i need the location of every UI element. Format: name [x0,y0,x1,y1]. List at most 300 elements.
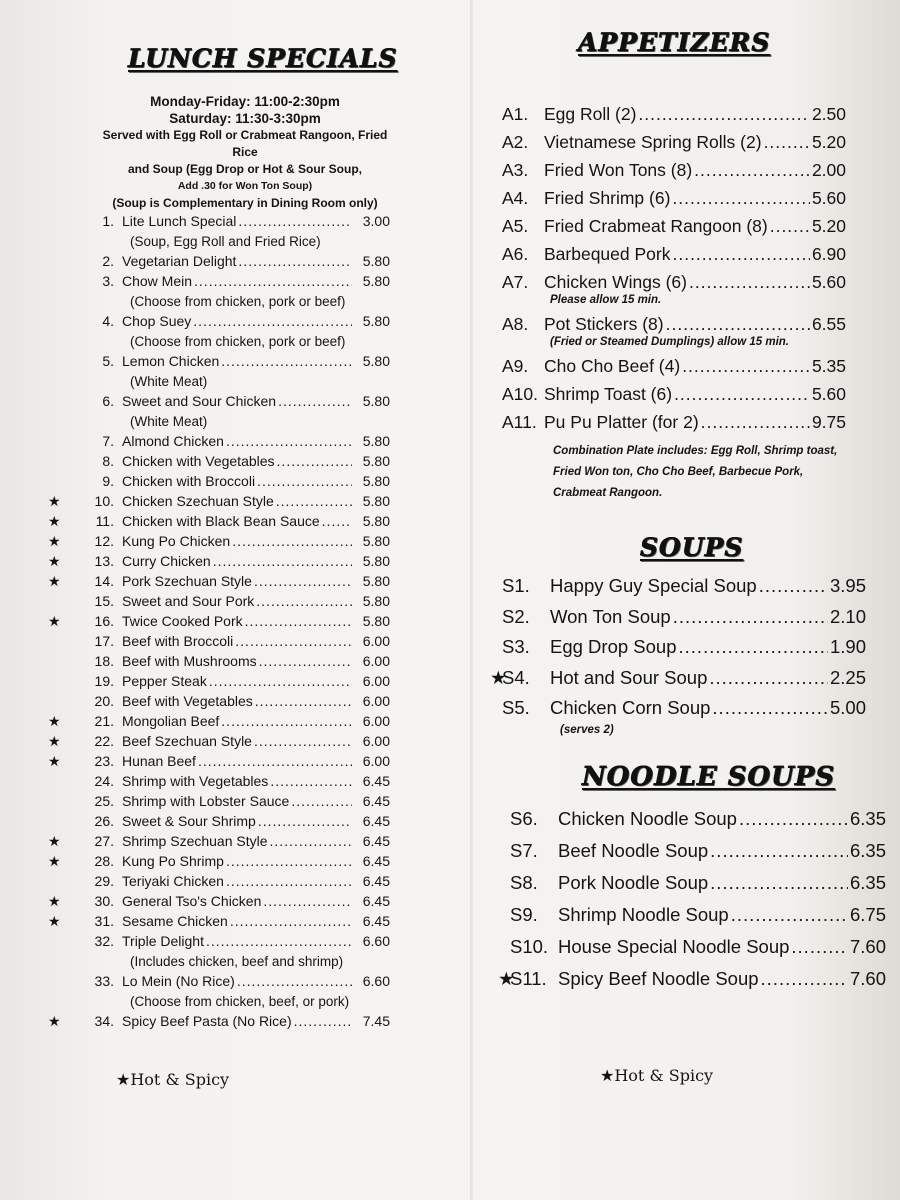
item-price: 5.80 [362,573,390,589]
item-name: Mongolian Beef [122,713,220,729]
item-name: Pot Stickers (8) [544,314,664,334]
dot-leader [254,733,352,749]
dot-leader [226,433,352,449]
menu-item-row [48,593,390,611]
item-price: 7.45 [362,1013,390,1029]
item-price: 2.10 [829,605,866,627]
item-price: 5.80 [362,273,390,289]
item-number: 21. [94,713,114,729]
item-number: 7. [102,433,114,449]
item-name: Hot and Sour Soup [550,666,708,688]
item-number: A3. [502,160,529,180]
item-name: Happy Guy Special Soup [550,575,757,596]
item-price: 5.80 [362,253,390,269]
dot-leader [674,384,810,405]
item-price: 5.80 [362,453,390,469]
item-price: 5.80 [362,393,390,409]
dot-leader [672,244,809,265]
item-price: 6.45 [362,773,390,789]
item-price: 5.20 [811,216,846,236]
item-price: 5.80 [362,473,390,489]
dot-leader [259,653,352,669]
dot-leader [270,773,352,789]
hot-spicy-star-icon: ★ [490,666,507,688]
item-number: 23. [94,753,114,769]
dot-leader [638,104,810,125]
item-number: A1. [502,104,529,124]
item-number: S2. [502,605,530,627]
hot-spicy-legend: ★Hot & Spicy [116,1070,230,1089]
item-price: 5.60 [811,272,846,292]
item-number: A11. [502,412,537,432]
item-price: 2.50 [811,104,846,124]
item-name: Sweet and Sour Pork [122,593,255,609]
item-name: Chop Suey [122,313,192,329]
dot-leader [694,160,810,181]
dot-leader [198,753,352,769]
menu-item-row [48,573,390,591]
item-price: 5.80 [362,593,390,609]
dot-leader [226,853,352,869]
item-number: 17. [94,633,114,649]
item-name: General Tso's Chicken [122,893,262,909]
dot-leader [206,933,352,949]
dot-leader [672,188,810,209]
item-number: S6. [510,808,538,829]
menu-item-row [48,313,390,331]
saturday-hours: Saturday: 11:30-3:30pm [169,111,321,126]
item-name: Pepper Steak [122,673,207,689]
menu-item-row [48,453,390,471]
item-number: A8. [502,314,529,334]
item-number: 25. [94,793,114,809]
dot-leader [235,633,352,649]
dot-leader [759,575,828,597]
item-number: S8. [510,872,538,893]
item-name: Pu Pu Platter (for 2) [544,412,699,432]
item-name: Vietnamese Spring Rolls (2) [544,132,762,152]
menu-item-row [48,913,390,931]
dot-leader [712,697,828,719]
menu-item-row [48,753,390,771]
item-price: 6.60 [362,973,390,989]
item-price: 6.35 [849,840,886,861]
item-number: 31. [94,913,114,929]
item-price: 6.00 [362,693,390,709]
item-name: Cho Cho Beef (4) [544,356,681,376]
hot-spicy-star-icon: ★ [48,913,61,929]
dot-leader [230,913,352,929]
menu-item-row [490,606,866,632]
item-number: S4. [502,666,530,688]
menu-item-row [490,384,846,408]
menu-item-row [48,733,390,751]
menu-item-row [48,633,390,651]
menu-item-row [48,273,390,291]
soup-note: (Soup is Complementary in Dining Room only) [112,196,378,210]
item-number: S9. [510,904,538,925]
item-name: Chicken with Vegetables [122,453,275,469]
hot-spicy-star-icon: ★ [48,553,61,569]
menu-item-row [48,933,390,951]
item-name: Almond Chicken [122,433,224,449]
item-name: Sweet and Sour Chicken [122,393,277,409]
noodle-soups-title: NOODLE SOUPS [582,762,836,792]
item-price: 3.00 [362,213,390,229]
item-note: (Includes chicken, beef and shrimp) [130,954,344,969]
menu-item-row [48,673,390,691]
served-with-line: Add .30 for Won Ton Soup) [177,180,313,192]
item-name: Shrimp Noodle Soup [558,904,729,925]
menu-item-row [490,356,846,380]
item-name: Curry Chicken [122,553,211,569]
menu-item-row [498,872,886,898]
menu-item-row [48,613,390,631]
item-price: 6.00 [362,633,390,649]
combo-note-line: Combination Plate includes: Egg Roll, Shrimp toast, [553,445,838,457]
dot-leader [682,356,810,377]
item-number: 19. [94,673,114,689]
item-number: S5. [502,697,530,718]
menu-item-row [48,773,390,791]
item-name: Shrimp Szechuan Style [122,833,268,849]
item-number: 9. [102,473,114,489]
menu-item-row [48,433,390,451]
dot-leader [689,272,810,293]
item-price: 6.60 [362,933,390,949]
item-number: 5. [102,353,114,369]
item-price: 5.20 [811,132,846,152]
item-price: 6.45 [362,893,390,909]
item-name: Shrimp with Vegetables [122,773,269,789]
item-price: 6.45 [362,833,390,849]
menu-item-row [48,513,390,531]
item-number: 16. [94,613,114,629]
page-fold [470,0,473,1200]
dot-leader [710,840,848,862]
item-price: 5.80 [362,433,390,449]
item-number: 4. [102,313,114,329]
item-price: 6.45 [362,793,390,809]
item-note: (Soup, Egg Roll and Fried Rice) [130,234,321,249]
item-price: 6.45 [362,873,390,889]
item-name: Triple Delight [122,933,204,949]
item-price: 3.95 [829,575,866,596]
item-number: A7. [502,272,529,292]
menu-item-row [48,813,390,831]
menu-item-row [48,693,390,711]
combo-note [553,441,837,504]
item-price: 6.00 [362,653,390,669]
menu-item-row [48,353,390,371]
dot-leader [709,667,828,689]
item-price: 6.45 [362,913,390,929]
lunch-specials-title: LUNCH SPECIALS [128,44,398,73]
hot-spicy-star-icon: ★ [48,733,61,749]
item-price: 5.60 [811,384,846,404]
item-number: 26. [94,813,114,829]
item-number: 8. [102,453,114,469]
menu-item-row [490,667,866,693]
item-price: 6.75 [849,904,886,925]
menu-item-row [498,904,886,930]
item-number: 12. [94,533,114,549]
item-price: 6.00 [362,753,390,769]
dot-leader [263,893,352,909]
item-name: Beef Noodle Soup [558,840,709,861]
dot-leader [791,936,848,958]
item-name: Lemon Chicken [122,353,220,369]
item-number: 15. [94,593,114,609]
dot-leader [255,693,352,709]
dot-leader [679,636,828,658]
item-name: Chicken Noodle Soup [558,808,737,829]
item-price: 5.80 [362,353,390,369]
item-name: Beef with Mushrooms [122,653,257,669]
hot-spicy-star-icon: ★ [48,853,61,869]
item-name: Fried Shrimp (6) [544,188,671,208]
hot-spicy-star-icon: ★ [48,893,61,909]
item-price: 6.00 [362,713,390,729]
combo-note-line: Fried Won ton, Cho Cho Beef, Barbecue Pork, [553,466,804,478]
menu-item-row [498,808,886,834]
item-name: Kung Po Shrimp [122,853,224,869]
dot-leader [291,793,352,809]
item-price: 5.00 [829,697,866,718]
dot-leader [193,313,352,329]
menu-item-row [48,853,390,871]
hot-spicy-star-icon: ★ [48,613,61,629]
item-price: 5.80 [362,553,390,569]
hot-spicy-star-icon: ★ [48,753,61,769]
item-note: (Choose from chicken, pork or beef) [130,334,346,349]
menu-item-row [498,840,886,866]
menu-item-row [490,697,866,723]
item-name: Beef with Broccoli [122,633,234,649]
hot-spicy-star-icon: ★ [48,1013,61,1029]
item-number: 20. [94,693,114,709]
item-name: Hunan Beef [122,753,196,769]
item-name: Fried Won Tons (8) [544,160,693,180]
item-name: Pork Noodle Soup [558,872,709,893]
hot-spicy-star-icon: ★ [48,573,61,589]
item-name: Shrimp with Lobster Sauce [122,793,290,809]
item-price: 1.90 [829,636,866,657]
dot-leader [764,132,810,153]
menu-item-row [498,968,886,994]
item-number: 30. [94,893,114,909]
item-price: 5.80 [362,493,390,509]
item-price: 6.55 [811,314,846,334]
dot-leader [278,393,352,409]
item-name: Egg Drop Soup [550,636,677,657]
dot-leader [226,873,352,889]
item-name: Kung Po Chicken [122,533,231,549]
item-price: 5.35 [811,356,846,376]
item-price: 5.80 [362,513,390,529]
item-number: 1. [102,213,114,229]
item-number: 33. [94,973,114,989]
item-name: Barbequed Pork [544,244,671,264]
item-price: 2.00 [811,160,846,180]
item-name: Twice Cooked Pork [122,613,243,629]
dot-leader [731,904,848,926]
item-name: Teriyaki Chicken [122,873,224,889]
weekday-hours: Monday-Friday: 11:00-2:30pm [150,94,340,109]
item-number: 14. [94,573,114,589]
item-price: 6.35 [849,872,886,893]
dot-leader [270,833,352,849]
item-price: 6.00 [362,673,390,689]
item-note: (White Meat) [130,414,208,429]
item-name: Shrimp Toast (6) [544,384,673,404]
item-name: Egg Roll (2) [544,104,637,124]
item-number: 22. [94,733,114,749]
item-number: A10. [502,384,538,404]
menu-item-row [48,653,390,671]
dot-leader [701,412,810,433]
hot-spicy-star-icon: ★ [48,493,61,509]
item-number: 32. [94,933,114,949]
hot-spicy-star-icon: ★ [48,833,61,849]
dot-leader [194,273,352,289]
menu-item-row [490,272,846,296]
dot-leader [209,673,352,689]
item-name: Won Ton Soup [550,605,671,627]
menu-item-row [48,473,390,491]
item-price: 5.80 [362,613,390,629]
item-name: Spicy Beef Noodle Soup [558,968,759,989]
served-with-line: and Soup (Egg Drop or Hot & Sour Soup, [128,162,362,176]
item-number: 11. [95,513,114,529]
item-number: A2. [502,132,529,152]
item-number: A9. [502,356,529,376]
menu-item-row [498,936,886,962]
item-price: 7.60 [849,936,886,957]
dot-leader [221,353,352,369]
item-number: S3. [502,636,530,657]
menu-item-row [490,575,866,601]
hot-spicy-legend: ★Hot & Spicy [600,1066,714,1085]
hot-spicy-star-icon: ★ [498,968,515,989]
item-price: 6.45 [362,813,390,829]
item-price: 6.35 [849,808,886,829]
hot-spicy-star-icon: ★ [48,713,61,729]
item-price: 5.80 [362,533,390,549]
item-name: Chicken with Black Bean Sauce [122,513,320,529]
appetizers-title: APPETIZERS [578,28,771,57]
lunch-hours [90,93,400,212]
menu-item-row [48,213,390,231]
item-name: Chicken Szechuan Style [122,493,274,509]
item-name: Chicken Corn Soup [550,697,711,718]
item-name: House Special Noodle Soup [558,936,790,957]
item-number: A6. [502,244,529,264]
dot-leader [770,216,810,237]
item-price: 6.90 [811,244,846,264]
item-note: (Fried or Steamed Dumplings) allow 15 min. [550,336,789,348]
item-number: 13. [94,553,114,569]
menu-item-row [490,314,846,338]
item-number: 10. [94,493,114,509]
item-number: S1. [502,575,530,596]
dot-leader [739,808,848,830]
dot-leader [294,1013,352,1029]
item-number: S10. [510,936,549,957]
dot-leader [710,872,848,894]
item-price: 5.80 [362,313,390,329]
item-name: Beef Szechuan Style [122,733,252,749]
dot-leader [238,213,352,229]
item-price: 9.75 [811,412,846,432]
dot-leader [258,813,352,829]
menu-item-row [490,188,846,212]
dot-leader [277,453,352,469]
dot-leader [666,314,810,335]
item-number: S7. [510,840,538,861]
item-note: (Choose from chicken, pork or beef) [130,294,346,309]
menu-item-row [48,713,390,731]
item-name: Sweet & Sour Shrimp [122,813,256,829]
dot-leader [322,513,352,529]
menu-item-row [490,412,846,436]
item-number: S11. [510,968,547,989]
item-price: 2.25 [829,666,866,688]
dot-leader [276,493,352,509]
item-name: Chicken with Broccoli [122,473,256,489]
dot-leader [256,593,352,609]
item-number: 6. [102,393,114,409]
menu-item-row [48,493,390,511]
menu-item-row [490,244,846,268]
item-number: 18. [94,653,114,669]
menu-item-row [490,104,846,128]
item-name: Beef with Vegetables [122,693,253,709]
dot-leader [213,553,352,569]
item-name: Pork Szechuan Style [122,573,252,589]
dot-leader [221,713,352,729]
dot-leader [257,473,352,489]
item-price: 7.60 [849,968,886,989]
dot-leader [254,573,352,589]
menu-item-row [48,393,390,411]
item-name: Lite Lunch Special [122,213,237,229]
item-price: 6.45 [362,853,390,869]
menu-item-row [48,553,390,571]
menu-item-row [48,1013,390,1031]
item-number: A4. [502,188,529,208]
item-number: 2. [102,253,114,269]
served-with-line: Served with Egg Roll or Crabmeat Rangoon, Fried Rice [102,128,388,159]
menu-item-row [48,973,390,991]
item-note: (Choose from chicken, beef, or pork) [130,994,350,1009]
menu-item-row [48,533,390,551]
item-price: 5.60 [811,188,846,208]
item-price: 6.00 [362,733,390,749]
item-name: Chow Mein [122,273,193,289]
hot-spicy-star-icon: ★ [48,533,61,549]
item-name: Lo Mein (No Rice) [122,973,235,989]
item-number: 24. [94,773,114,789]
dot-leader [232,533,352,549]
menu-item-row [48,833,390,851]
menu-item-row [48,793,390,811]
item-number: 29. [94,873,114,889]
item-name: Chicken Wings (6) [544,272,687,292]
item-name: Vegetarian Delight [122,253,237,269]
hot-spicy-star-icon: ★ [48,513,61,529]
menu-item-row [48,893,390,911]
